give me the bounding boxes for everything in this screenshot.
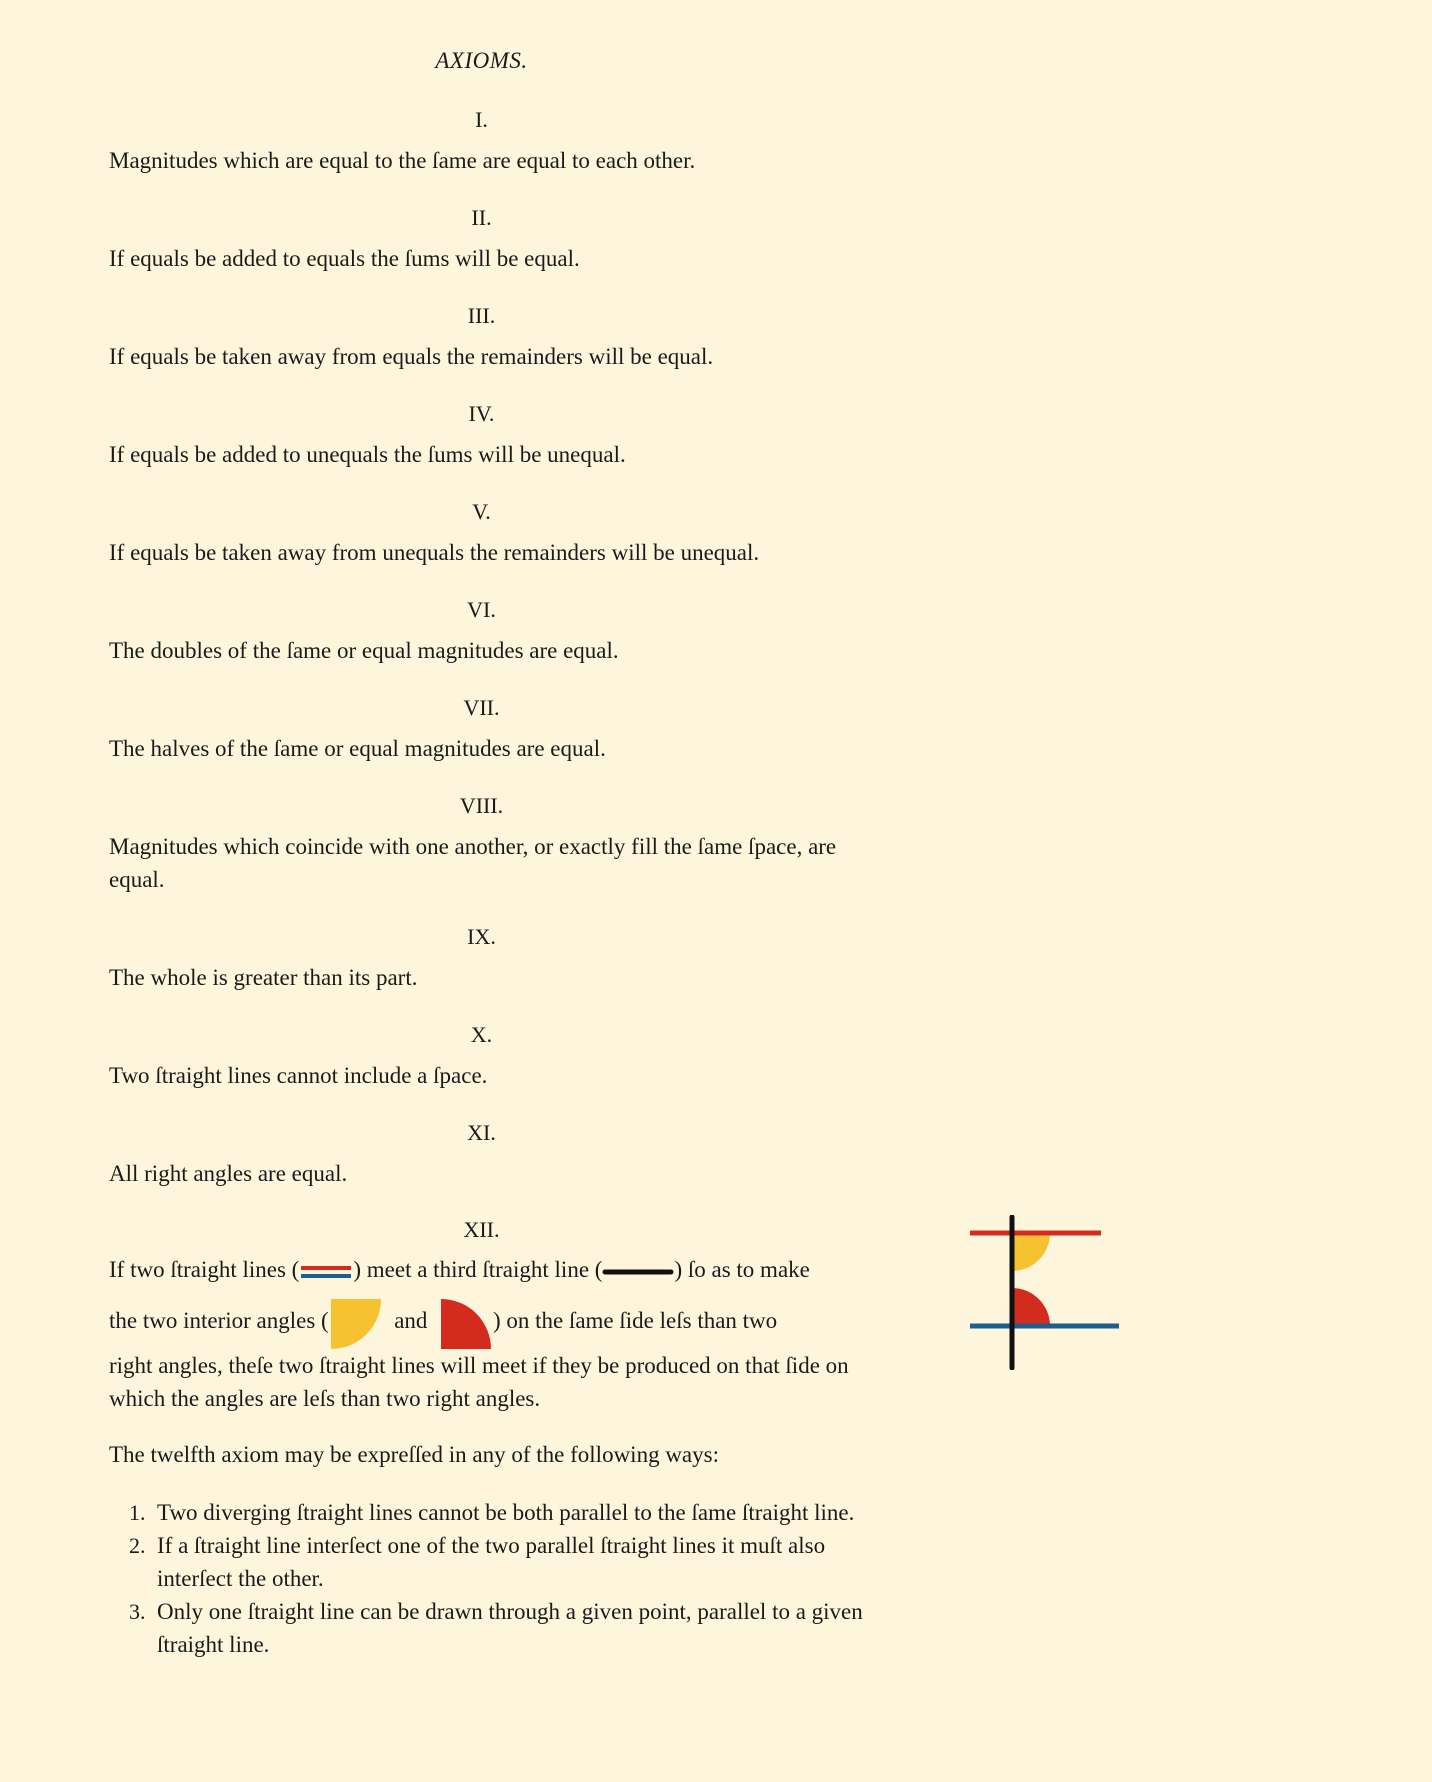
list-number: 3.: [129, 1599, 146, 1624]
parallel-lines-icon: [299, 1262, 353, 1282]
list-item: [109, 1529, 869, 1595]
axiom-figure: [966, 1215, 1121, 1370]
red-angle: [1012, 1288, 1050, 1326]
axiom-6: [109, 595, 854, 667]
axiom-8: [109, 791, 854, 896]
axiom-text: If equals be taken away from unequals the remainders will be unequal.: [109, 540, 760, 565]
axiom-numeral: VI.: [467, 597, 496, 622]
axiom-text: the two interior angles (: [109, 1308, 329, 1333]
axiom-text: The doubles of the ſame or equal magnitudes are equal.: [109, 638, 619, 663]
axiom-text: The whole is greater than its part.: [109, 965, 418, 990]
list-text: If a ſtraight line interſect one of the two parallel ſtraight lines it muſt also interſect the other.: [157, 1533, 826, 1591]
list-number: 1.: [129, 1500, 146, 1525]
axiom-text: If equals be taken away from equals the remainders will be equal.: [109, 344, 714, 369]
axiom-4: [109, 399, 854, 471]
axiom-numeral: XII.: [463, 1217, 500, 1242]
equivalent-forms-list: [109, 1496, 869, 1661]
axiom-text: If equals be added to equals the ſums will be equal.: [109, 246, 580, 271]
axiom-numeral: X.: [470, 1022, 493, 1047]
axiom-text: Two ſtraight lines cannot include a ſpace.: [109, 1063, 488, 1088]
axiom-numeral: I.: [475, 107, 488, 132]
list-item: [109, 1595, 869, 1661]
axiom-12-line-1: [109, 1253, 854, 1287]
twelfth-intro: The twelfth axiom may be expreſſed in any of the following ways:: [109, 1442, 719, 1467]
axiom-text: right angles, theſe two ſtraight lines will meet if they be produced on that ſide on which the angles are leſs than two right angles.: [109, 1353, 849, 1411]
axiom-1: [109, 105, 854, 177]
axiom-text: All right angles are equal.: [109, 1161, 348, 1186]
axiom-numeral: XI.: [467, 1120, 496, 1145]
axiom-numeral: V.: [472, 499, 491, 524]
list-text: Two diverging ſtraight lines cannot be both parallel to the ſame ſtraight line.: [157, 1500, 855, 1525]
axiom-12: [109, 1215, 854, 1415]
axiom-numeral: III.: [467, 303, 496, 328]
axiom-10: [109, 1020, 854, 1092]
list-number: 2.: [129, 1533, 146, 1558]
axiom-text: If equals be added to unequals the ſums will be unequal.: [109, 442, 626, 467]
black-line-icon: [602, 1262, 674, 1282]
axiom-3: [109, 301, 854, 373]
list-text: Only one ſtraight line can be drawn through a given point, parallel to a given ſtraight line.: [157, 1599, 863, 1657]
axiom-text: ) ſo as to make: [674, 1257, 810, 1282]
axiom-numeral: IX.: [467, 924, 496, 949]
yellow-angle-icon: [329, 1297, 383, 1349]
axiom-11: [109, 1118, 854, 1190]
axiom-text: ) on the ſame ſide leſs than two: [492, 1308, 778, 1333]
axiom-7: [109, 693, 854, 765]
axiom-text: Magnitudes which coincide with one another, or exactly fill the ſame ſpace, are equal.: [109, 834, 837, 892]
axiom-text: If two ſtraight lines (: [109, 1257, 300, 1282]
list-item: [109, 1496, 869, 1529]
axiom-9: [109, 922, 854, 994]
red-angle-icon: [439, 1297, 493, 1349]
axiom-numeral: II.: [471, 205, 492, 230]
axiom-12-line-2: [109, 1293, 854, 1349]
axiom-2: [109, 203, 854, 275]
axiom-text: Magnitudes which are equal to the ſame are equal to each other.: [109, 148, 696, 173]
axiom-text: and: [394, 1308, 428, 1333]
page-title: AXIOMS.: [435, 48, 528, 73]
yellow-angle: [1012, 1233, 1050, 1271]
axiom-text: ) meet a third ſtraight line (: [353, 1257, 603, 1282]
axiom-5: [109, 497, 854, 569]
axiom-numeral: IV.: [468, 401, 495, 426]
axiom-numeral: VII.: [463, 695, 500, 720]
axiom-numeral: VIII.: [459, 793, 504, 818]
axiom-text: The halves of the ſame or equal magnitudes are equal.: [109, 736, 606, 761]
